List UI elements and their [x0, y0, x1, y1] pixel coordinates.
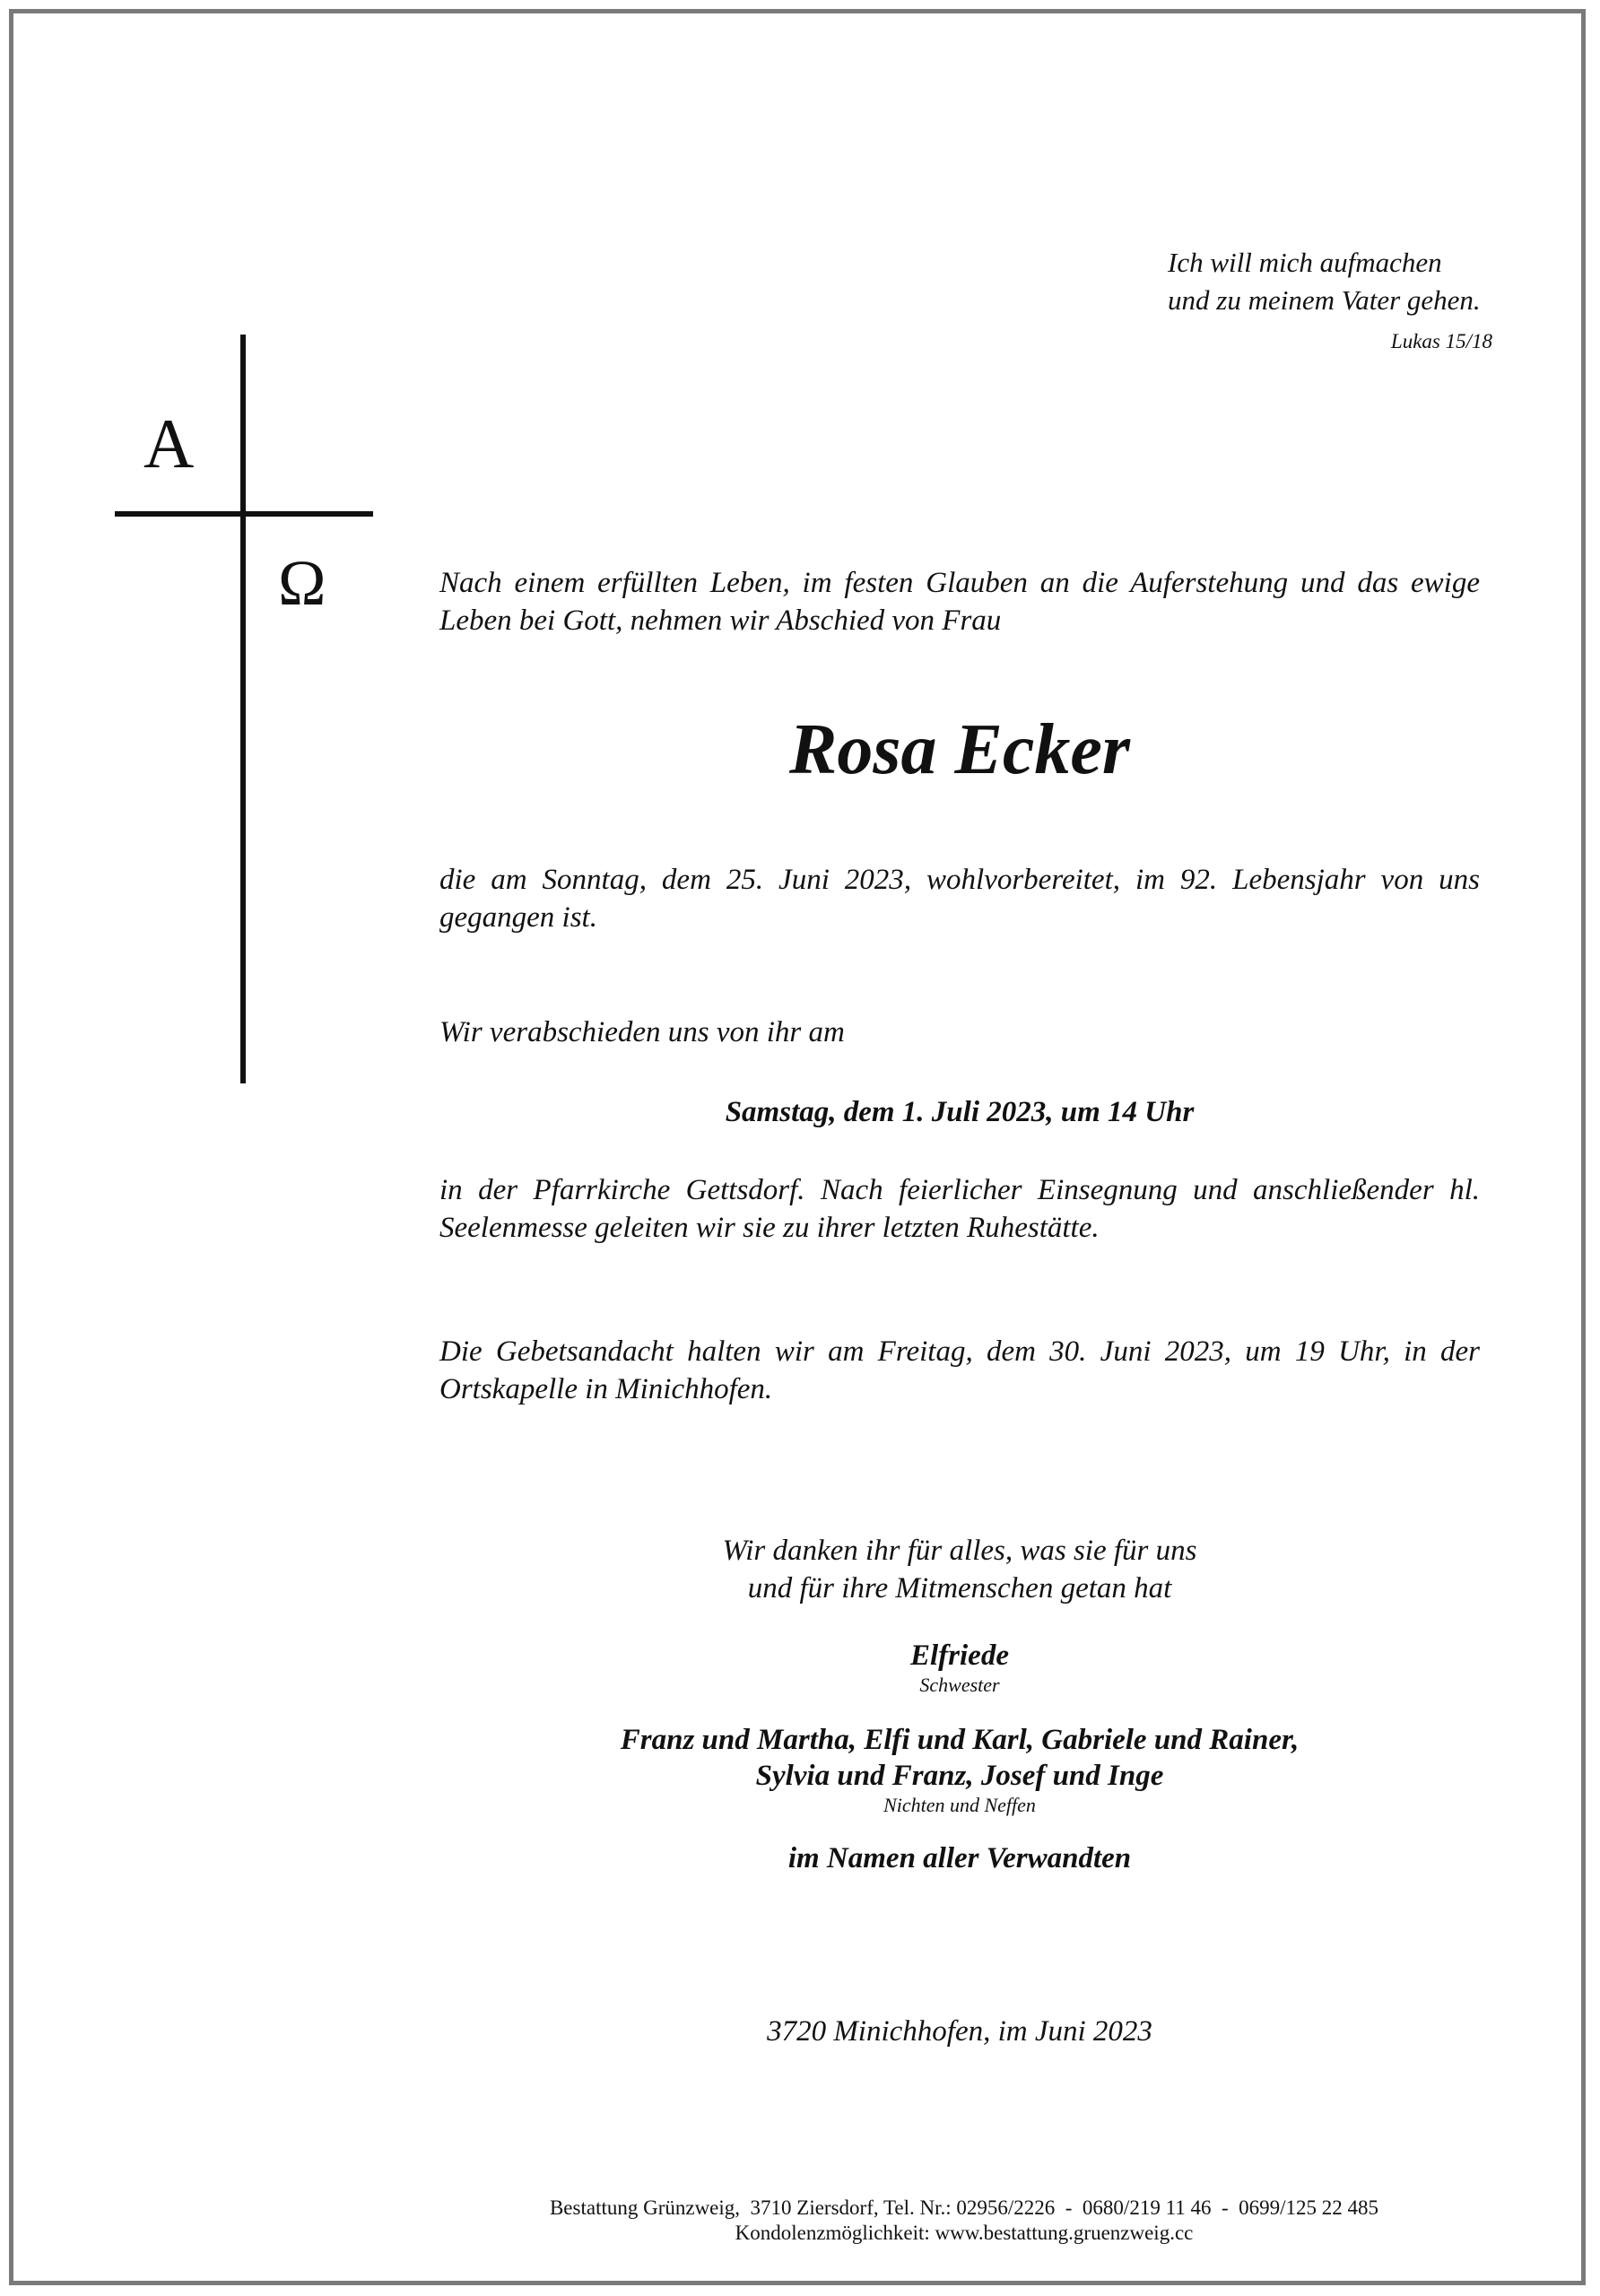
mourner-closing: im Namen aller Verwandten: [787, 1842, 1132, 1874]
cross-icon-horizontal-beam: [115, 511, 373, 517]
bible-quote-reference: Lukas 15/18: [1390, 330, 1492, 352]
intro-text: Nach einem erfüllten Leben, im festen Glauben an die Auferstehung und das ewige Leben bei Gott, nehmen wir Abschied von Frau: [439, 567, 1480, 637]
deceased-name: Rosa Ecker: [789, 710, 1130, 789]
thanks-text: [439, 1532, 1480, 1607]
prayer-notice: Die Gebetsandacht halten wir am Freitag, dem 30. Juni 2023, um 19 Uhr, in der Ortskapelle in Minichhofen.: [439, 1335, 1480, 1405]
mourner-relatives-line-2: Sylvia und Franz, Josef und Inge: [755, 1760, 1164, 1792]
farewell-intro: Wir verabschieden uns von ihr am: [439, 1016, 845, 1048]
footer-condolence-line: Kondolenzmöglichkeit: www.bestattung.gruenzweig.cc: [735, 2222, 1194, 2244]
thanks-line-2: und für ihre Mitmenschen getan hat: [747, 1572, 1172, 1605]
cross-icon-vertical-beam: [240, 335, 246, 1083]
mourner-relatives-relation: Nichten und Neffen: [883, 1794, 1036, 1816]
bible-quote: [1168, 244, 1544, 319]
mourner-relatives-line-1: Franz und Martha, Elfi und Karl, Gabriele und Rainer,: [620, 1724, 1300, 1756]
footer: [359, 2196, 1570, 2246]
alpha-symbol: A: [143, 404, 195, 483]
mourner-relatives: [439, 1722, 1480, 1794]
funeral-date: Samstag, dem 1. Juli 2023, um 14 Uhr: [725, 1096, 1195, 1128]
footer-contact-line: Bestattung Grünzweig, 3710 Ziersdorf, Tel. Nr.: 02956/2226 - 0680/219 11 46 - 0699/125 22 485: [549, 2196, 1379, 2219]
place-date: 3720 Minichhofen, im Juni 2023: [767, 2015, 1152, 2048]
bible-quote-line-1: Ich will mich aufmachen: [1168, 247, 1442, 278]
death-notice: die am Sonntag, dem 25. Juni 2023, wohlvorbereitet, im 92. Lebensjahr von uns gegangen ist.: [439, 864, 1480, 934]
mourner-sister-name: Elfriede: [910, 1639, 1009, 1672]
thanks-line-1: Wir danken ihr für alles, was sie für uns: [722, 1535, 1197, 1567]
mourner-sister-relation: Schwester: [919, 1674, 1000, 1696]
funeral-details: in der Pfarrkirche Gettsdorf. Nach feierlicher Einsegnung und anschließender hl. Seelenmesse geleiten wir sie zu ihrer letzten Ruhestätte.: [439, 1174, 1480, 1244]
bible-quote-line-2: und zu meinem Vater gehen.: [1168, 284, 1481, 316]
omega-symbol: Ω: [278, 547, 326, 619]
